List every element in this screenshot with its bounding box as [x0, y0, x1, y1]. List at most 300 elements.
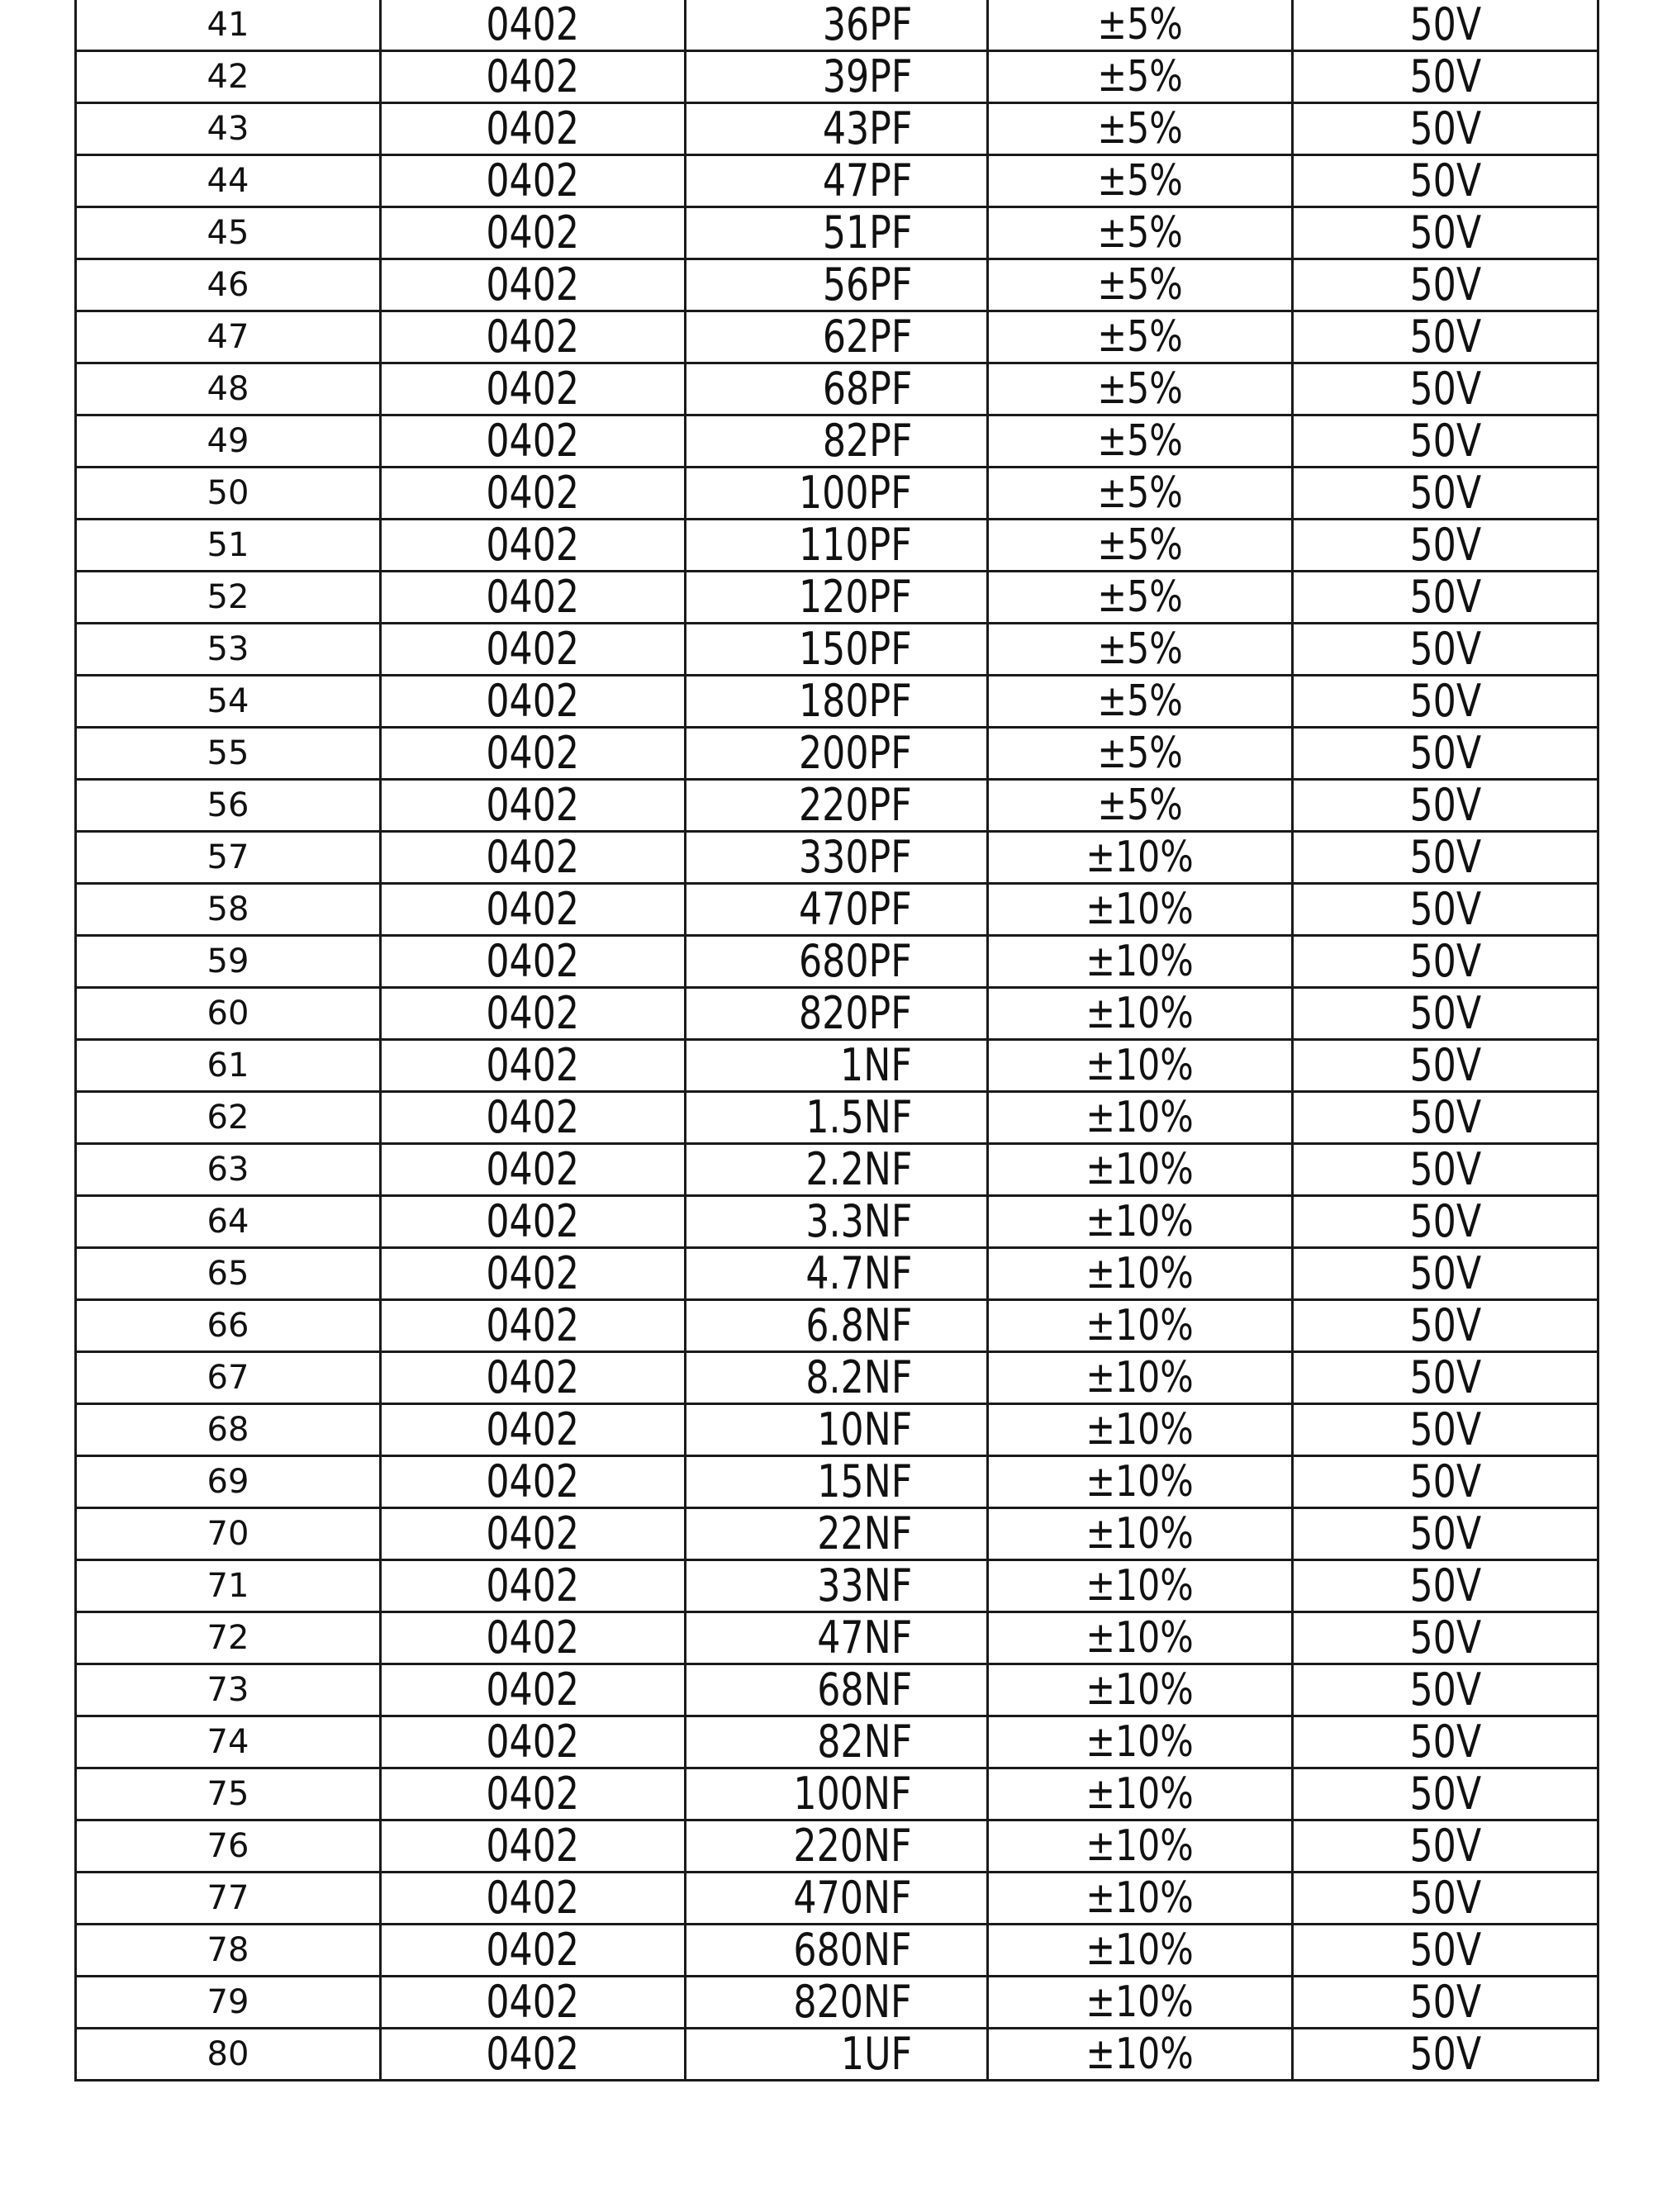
row-number-cell	[76, 1144, 381, 1196]
package-code: 0402	[486, 1559, 580, 1612]
voltage-cell	[1293, 1456, 1598, 1508]
row-number: 66	[207, 1307, 249, 1345]
table-row	[76, 780, 1598, 832]
voltage-cell	[1293, 520, 1598, 572]
table-row	[76, 572, 1598, 624]
table-row	[76, 520, 1598, 572]
row-number-cell	[76, 884, 381, 936]
package-code: 0402	[486, 1820, 580, 1872]
voltage-rating: 50V	[1409, 1403, 1481, 1455]
voltage-rating: 50V	[1409, 259, 1481, 311]
tolerance-cell	[988, 155, 1293, 207]
row-number-cell	[76, 936, 381, 988]
row-number: 78	[207, 1931, 249, 1969]
tolerance-cell	[988, 1508, 1293, 1560]
tolerance-cell	[988, 572, 1293, 624]
tolerance-cell	[988, 1820, 1293, 1873]
package-cell	[381, 1768, 686, 1820]
tolerance-cell	[988, 1144, 1293, 1196]
voltage-cell	[1293, 1820, 1598, 1873]
voltage-rating: 50V	[1409, 1351, 1481, 1403]
row-number: 65	[207, 1255, 249, 1293]
tolerance-cell	[988, 1248, 1293, 1300]
tolerance-value: ±5%	[1097, 0, 1183, 50]
tolerance-value: ±10%	[1085, 1249, 1195, 1298]
capacitance-value: 8.2NF	[805, 1351, 912, 1403]
table-row	[76, 1144, 1598, 1196]
tolerance-cell	[988, 1664, 1293, 1716]
voltage-cell	[1293, 936, 1598, 988]
table-row	[76, 155, 1598, 207]
package-code: 0402	[486, 935, 580, 987]
tolerance-value: ±10%	[1085, 1457, 1195, 1507]
tolerance-cell	[988, 884, 1293, 936]
tolerance-value: ±10%	[1085, 1353, 1195, 1403]
capacitance-value: 62PF	[822, 311, 912, 363]
voltage-rating: 50V	[1409, 154, 1481, 206]
row-number-cell	[76, 1716, 381, 1768]
tolerance-value: ±10%	[1085, 1717, 1195, 1767]
capacitance-cell	[686, 1716, 988, 1768]
capacitance-value: 680NF	[793, 1924, 912, 1976]
tolerance-cell	[988, 1456, 1293, 1508]
row-number-cell	[76, 1560, 381, 1612]
capacitance-cell	[686, 1925, 988, 1977]
package-cell	[381, 1196, 686, 1248]
table-row	[76, 103, 1598, 155]
voltage-cell	[1293, 1352, 1598, 1404]
voltage-rating: 50V	[1409, 2028, 1481, 2080]
voltage-cell	[1293, 1300, 1598, 1352]
row-number: 47	[207, 318, 249, 356]
voltage-cell	[1293, 311, 1598, 363]
tolerance-value: ±10%	[1085, 1509, 1195, 1559]
row-number: 75	[207, 1775, 249, 1813]
capacitor-table	[74, 0, 1599, 2081]
tolerance-cell	[988, 520, 1293, 572]
capacitance-cell	[686, 728, 988, 780]
package-cell	[381, 155, 686, 207]
capacitance-value: 330PF	[799, 831, 912, 883]
capacitance-value: 10NF	[817, 1403, 912, 1455]
package-cell	[381, 1612, 686, 1664]
tolerance-value: ±5%	[1097, 364, 1183, 414]
package-cell	[381, 1560, 686, 1612]
row-number: 52	[207, 578, 249, 616]
capacitance-cell	[686, 415, 988, 468]
voltage-cell	[1293, 1873, 1598, 1925]
package-code: 0402	[486, 259, 580, 311]
table-row	[76, 728, 1598, 780]
package-cell	[381, 936, 686, 988]
capacitance-cell	[686, 1820, 988, 1873]
table-row	[76, 988, 1598, 1040]
row-number-cell	[76, 520, 381, 572]
package-cell	[381, 1820, 686, 1873]
voltage-rating: 50V	[1409, 1872, 1481, 1924]
row-number-cell	[76, 1820, 381, 1873]
tolerance-cell	[988, 415, 1293, 468]
capacitance-value: 15NF	[817, 1455, 912, 1507]
package-code: 0402	[486, 415, 580, 467]
row-number: 45	[207, 214, 249, 252]
voltage-rating: 50V	[1409, 363, 1481, 415]
row-number: 72	[207, 1619, 249, 1657]
capacitance-value: 100PF	[799, 467, 912, 519]
row-number-cell	[76, 728, 381, 780]
capacitance-value: 120PF	[799, 571, 912, 623]
package-cell	[381, 415, 686, 468]
capacitance-value: 200PF	[799, 727, 912, 779]
capacitance-cell	[686, 1612, 988, 1664]
table-row	[76, 1456, 1598, 1508]
row-number: 41	[207, 6, 249, 44]
tolerance-cell	[988, 1196, 1293, 1248]
voltage-rating: 50V	[1409, 1820, 1481, 1872]
capacitance-cell	[686, 676, 988, 728]
tolerance-value: ±5%	[1097, 104, 1183, 154]
capacitance-value: 51PF	[822, 206, 912, 259]
tolerance-value: ±10%	[1085, 1561, 1195, 1611]
table-row	[76, 676, 1598, 728]
table-row	[76, 468, 1598, 520]
voltage-rating: 50V	[1409, 675, 1481, 727]
capacitance-cell	[686, 520, 988, 572]
voltage-cell	[1293, 728, 1598, 780]
voltage-rating: 50V	[1409, 1091, 1481, 1143]
row-number-cell	[76, 1925, 381, 1977]
tolerance-cell	[988, 1768, 1293, 1820]
row-number-cell	[76, 1248, 381, 1300]
tolerance-cell	[988, 1560, 1293, 1612]
capacitance-cell	[686, 1456, 988, 1508]
tolerance-cell	[988, 1612, 1293, 1664]
capacitance-cell	[686, 1352, 988, 1404]
voltage-cell	[1293, 103, 1598, 155]
capacitance-value: 82NF	[817, 1716, 912, 1768]
row-number-cell	[76, 832, 381, 884]
voltage-cell	[1293, 1977, 1598, 2029]
package-cell	[381, 780, 686, 832]
row-number: 71	[207, 1567, 249, 1605]
row-number-cell	[76, 103, 381, 155]
table-row	[76, 207, 1598, 259]
tolerance-value: ±10%	[1085, 1977, 1195, 2027]
package-code: 0402	[486, 467, 580, 519]
tolerance-cell	[988, 363, 1293, 415]
voltage-rating: 50V	[1409, 1664, 1481, 1716]
voltage-rating: 50V	[1409, 1559, 1481, 1612]
package-cell	[381, 832, 686, 884]
package-cell	[381, 1352, 686, 1404]
row-number-cell	[76, 1873, 381, 1925]
voltage-rating: 50V	[1409, 623, 1481, 675]
row-number: 43	[207, 110, 249, 148]
voltage-rating: 50V	[1409, 831, 1481, 883]
voltage-cell	[1293, 988, 1598, 1040]
package-cell	[381, 1040, 686, 1092]
voltage-rating: 50V	[1409, 935, 1481, 987]
row-number-cell	[76, 676, 381, 728]
table-row	[76, 415, 1598, 468]
voltage-rating: 50V	[1409, 1507, 1481, 1559]
package-cell	[381, 728, 686, 780]
table-row	[76, 2029, 1598, 2081]
tolerance-cell	[988, 2029, 1293, 2081]
package-cell	[381, 1144, 686, 1196]
capacitance-value: 180PF	[799, 675, 912, 727]
voltage-rating: 50V	[1409, 0, 1481, 50]
capacitance-value: 1.5NF	[805, 1091, 912, 1143]
row-number: 42	[207, 58, 249, 96]
capacitance-value: 22NF	[817, 1507, 912, 1559]
row-number-cell	[76, 1508, 381, 1560]
package-code: 0402	[486, 987, 580, 1039]
table-row	[76, 1352, 1598, 1404]
package-code: 0402	[486, 206, 580, 259]
table-row	[76, 0, 1598, 51]
voltage-rating: 50V	[1409, 415, 1481, 467]
package-code: 0402	[486, 727, 580, 779]
package-cell	[381, 1456, 686, 1508]
capacitance-cell	[686, 2029, 988, 2081]
tolerance-value: ±5%	[1097, 468, 1183, 518]
package-cell	[381, 676, 686, 728]
package-cell	[381, 1300, 686, 1352]
table-row	[76, 51, 1598, 103]
voltage-rating: 50V	[1409, 1924, 1481, 1976]
voltage-rating: 50V	[1409, 1195, 1481, 1247]
capacitance-value: 2.2NF	[805, 1143, 912, 1195]
package-cell	[381, 1092, 686, 1144]
capacitance-cell	[686, 155, 988, 207]
package-code: 0402	[486, 1143, 580, 1195]
package-code: 0402	[486, 102, 580, 154]
row-number-cell	[76, 0, 381, 51]
tolerance-value: ±10%	[1085, 1769, 1195, 1819]
voltage-cell	[1293, 415, 1598, 468]
capacitance-value: 56PF	[822, 259, 912, 311]
tolerance-value: ±10%	[1085, 937, 1195, 986]
tolerance-value: ±10%	[1085, 833, 1195, 882]
voltage-rating: 50V	[1409, 102, 1481, 154]
table-row	[76, 1716, 1598, 1768]
package-cell	[381, 1248, 686, 1300]
voltage-cell	[1293, 572, 1598, 624]
voltage-cell	[1293, 207, 1598, 259]
row-number-cell	[76, 415, 381, 468]
package-code: 0402	[486, 1507, 580, 1559]
package-cell	[381, 0, 686, 51]
tolerance-cell	[988, 103, 1293, 155]
row-number-cell	[76, 1612, 381, 1664]
voltage-cell	[1293, 1768, 1598, 1820]
package-cell	[381, 884, 686, 936]
capacitance-cell	[686, 1404, 988, 1456]
package-cell	[381, 988, 686, 1040]
package-cell	[381, 520, 686, 572]
row-number: 62	[207, 1099, 249, 1137]
voltage-cell	[1293, 155, 1598, 207]
capacitance-value: 47NF	[817, 1612, 912, 1664]
capacitance-value: 33NF	[817, 1559, 912, 1612]
capacitance-value: 100NF	[793, 1768, 912, 1820]
package-cell	[381, 259, 686, 311]
capacitance-cell	[686, 1248, 988, 1300]
table-row	[76, 1664, 1598, 1716]
row-number-cell	[76, 1768, 381, 1820]
tolerance-cell	[988, 1925, 1293, 1977]
capacitance-cell	[686, 1092, 988, 1144]
package-code: 0402	[486, 1195, 580, 1247]
capacitance-value: 82PF	[822, 415, 912, 467]
voltage-rating: 50V	[1409, 883, 1481, 935]
row-number: 50	[207, 474, 249, 512]
package-code: 0402	[486, 311, 580, 363]
table-row	[76, 936, 1598, 988]
row-number: 80	[207, 2035, 249, 2073]
tolerance-value: ±10%	[1085, 1821, 1195, 1871]
capacitance-cell	[686, 468, 988, 520]
package-cell	[381, 2029, 686, 2081]
row-number-cell	[76, 2029, 381, 2081]
capacitance-cell	[686, 988, 988, 1040]
package-cell	[381, 1716, 686, 1768]
capacitance-cell	[686, 1144, 988, 1196]
tolerance-cell	[988, 728, 1293, 780]
capacitance-cell	[686, 0, 988, 51]
tolerance-cell	[988, 1873, 1293, 1925]
capacitance-cell	[686, 1664, 988, 1716]
row-number-cell	[76, 988, 381, 1040]
table-row	[76, 1300, 1598, 1352]
capacitance-cell	[686, 207, 988, 259]
capacitance-value: 1NF	[840, 1039, 912, 1091]
voltage-cell	[1293, 363, 1598, 415]
package-code: 0402	[486, 1247, 580, 1299]
row-number: 60	[207, 994, 249, 1032]
tolerance-cell	[988, 0, 1293, 51]
capacitance-value: 680PF	[799, 935, 912, 987]
capacitance-cell	[686, 1196, 988, 1248]
capacitance-value: 110PF	[799, 519, 912, 571]
row-number-cell	[76, 572, 381, 624]
package-cell	[381, 1404, 686, 1456]
package-cell	[381, 1977, 686, 2029]
tolerance-value: ±5%	[1097, 416, 1183, 466]
voltage-cell	[1293, 1664, 1598, 1716]
package-code: 0402	[486, 1612, 580, 1664]
capacitance-value: 68PF	[822, 363, 912, 415]
voltage-cell	[1293, 884, 1598, 936]
capacitance-cell	[686, 780, 988, 832]
table-row	[76, 1508, 1598, 1560]
voltage-rating: 50V	[1409, 311, 1481, 363]
row-number: 59	[207, 942, 249, 980]
capacitance-value: 68NF	[817, 1664, 912, 1716]
voltage-cell	[1293, 676, 1598, 728]
package-code: 0402	[486, 1924, 580, 1976]
voltage-rating: 50V	[1409, 206, 1481, 259]
tolerance-value: ±5%	[1097, 156, 1183, 206]
voltage-cell	[1293, 1248, 1598, 1300]
tolerance-value: ±5%	[1097, 52, 1183, 102]
package-code: 0402	[486, 1299, 580, 1351]
package-code: 0402	[486, 519, 580, 571]
tolerance-value: ±10%	[1085, 1145, 1195, 1194]
row-number: 69	[207, 1463, 249, 1501]
capacitance-value: 1UF	[840, 2028, 912, 2080]
table-row	[76, 1925, 1598, 1977]
capacitance-cell	[686, 1040, 988, 1092]
capacitance-cell	[686, 832, 988, 884]
package-cell	[381, 51, 686, 103]
tolerance-value: ±10%	[1085, 1665, 1195, 1715]
row-number: 76	[207, 1827, 249, 1865]
row-number-cell	[76, 259, 381, 311]
capacitance-cell	[686, 1560, 988, 1612]
row-number: 79	[207, 1983, 249, 2021]
row-number: 58	[207, 890, 249, 928]
tolerance-cell	[988, 207, 1293, 259]
row-number-cell	[76, 311, 381, 363]
voltage-rating: 50V	[1409, 1455, 1481, 1507]
row-number-cell	[76, 624, 381, 676]
capacitance-cell	[686, 311, 988, 363]
row-number-cell	[76, 1977, 381, 2029]
package-code: 0402	[486, 1403, 580, 1455]
row-number: 68	[207, 1411, 249, 1449]
capacitance-value: 150PF	[799, 623, 912, 675]
row-number-cell	[76, 1040, 381, 1092]
tolerance-cell	[988, 51, 1293, 103]
row-number-cell	[76, 780, 381, 832]
tolerance-value: ±10%	[1085, 885, 1195, 934]
voltage-cell	[1293, 1612, 1598, 1664]
row-number: 51	[207, 526, 249, 564]
voltage-rating: 50V	[1409, 467, 1481, 519]
tolerance-cell	[988, 780, 1293, 832]
row-number: 53	[207, 630, 249, 668]
row-number-cell	[76, 1664, 381, 1716]
table-row	[76, 1977, 1598, 2029]
package-code: 0402	[486, 154, 580, 206]
row-number: 44	[207, 162, 249, 200]
voltage-rating: 50V	[1409, 1612, 1481, 1664]
voltage-rating: 50V	[1409, 1976, 1481, 2028]
voltage-cell	[1293, 1560, 1598, 1612]
table-row	[76, 1196, 1598, 1248]
package-cell	[381, 1664, 686, 1716]
package-cell	[381, 1925, 686, 1977]
voltage-rating: 50V	[1409, 50, 1481, 102]
row-number: 63	[207, 1151, 249, 1189]
capacitance-value: 220NF	[793, 1820, 912, 1872]
voltage-rating: 50V	[1409, 987, 1481, 1039]
tolerance-value: ±5%	[1097, 260, 1183, 310]
package-code: 0402	[486, 363, 580, 415]
capacitance-cell	[686, 1977, 988, 2029]
capacitance-cell	[686, 1508, 988, 1560]
tolerance-value: ±5%	[1097, 312, 1183, 362]
table-row	[76, 1612, 1598, 1664]
row-number: 67	[207, 1359, 249, 1397]
voltage-rating: 50V	[1409, 1716, 1481, 1768]
capacitance-cell	[686, 103, 988, 155]
package-code: 0402	[486, 1039, 580, 1091]
tolerance-cell	[988, 1716, 1293, 1768]
voltage-rating: 50V	[1409, 571, 1481, 623]
